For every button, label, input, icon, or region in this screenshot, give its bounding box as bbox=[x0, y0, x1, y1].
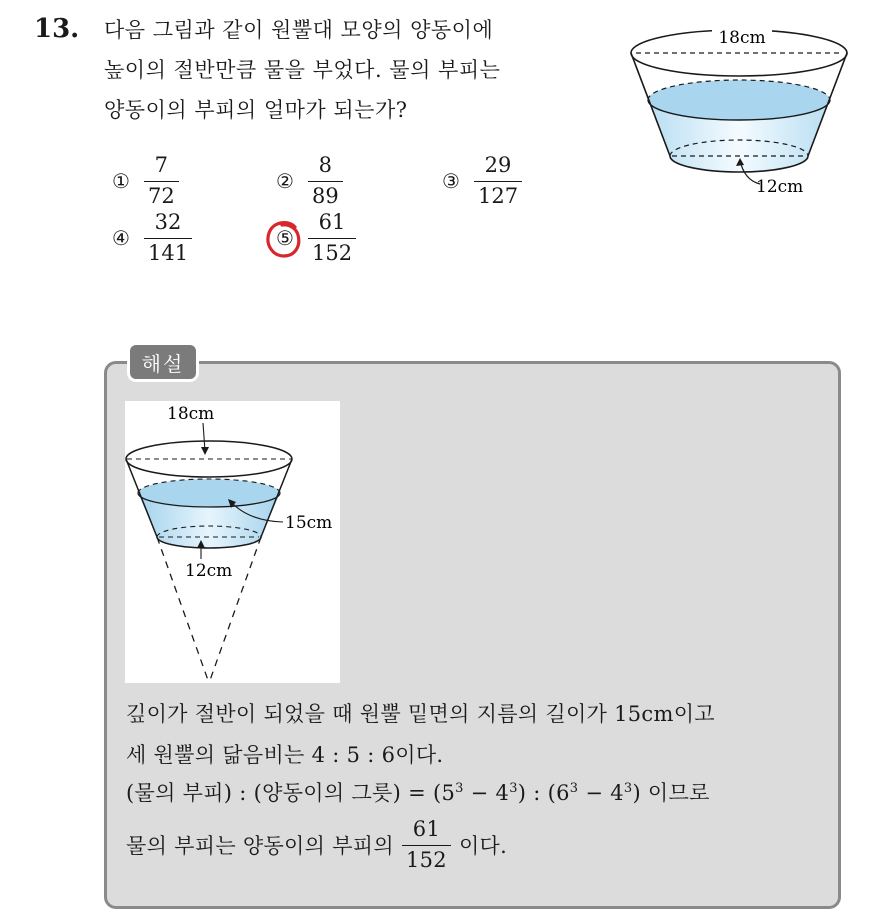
top-diameter-label: 18cm bbox=[718, 28, 766, 48]
question-text-line-1: 다음 그림과 같이 원뿔대 모양의 양동이에 bbox=[104, 18, 494, 42]
option-3-denominator: 127 bbox=[478, 184, 519, 209]
option-2-mark: ② bbox=[276, 169, 294, 194]
option-1-mark: ① bbox=[112, 169, 130, 194]
explanation-line-4-text: 물의 부피는 양동이의 부피의 bbox=[126, 834, 394, 859]
explanation-line-4 bbox=[126, 817, 507, 873]
explanation-middle-label: 15cm bbox=[285, 513, 333, 533]
explanation-figure-panel bbox=[125, 401, 340, 683]
option-4-numerator: 32 bbox=[154, 210, 182, 234]
option-3[interactable] bbox=[436, 153, 522, 209]
explanation-line-2: 세 원뿔의 닮음비는 4 : 5 : 6이다. bbox=[126, 743, 444, 767]
bottom-diameter-label: 12cm bbox=[756, 177, 804, 197]
answer-circle-mark bbox=[265, 219, 303, 259]
bucket-figure bbox=[624, 8, 864, 204]
question-number: 13. bbox=[34, 14, 80, 44]
option-1-fraction bbox=[144, 153, 179, 209]
explanation-cone-figure bbox=[125, 401, 340, 683]
option-5-mark: ⑤ bbox=[276, 226, 294, 251]
option-1[interactable] bbox=[106, 153, 179, 209]
option-5-fraction bbox=[308, 210, 356, 266]
explanation-fraction-denominator: 152 bbox=[405, 848, 447, 873]
explanation-top-label: 18cm bbox=[167, 404, 215, 424]
option-2-fraction bbox=[308, 153, 343, 209]
explanation-line-4-end: 이다. bbox=[458, 834, 508, 859]
option-3-numerator: 29 bbox=[484, 153, 512, 177]
question-text-line-2: 높이의 절반만큼 물을 부었다. 물의 부피는 bbox=[104, 58, 501, 82]
option-5-denominator: 152 bbox=[312, 241, 353, 266]
option-3-fraction bbox=[474, 153, 522, 209]
explanation-line-3: (물의 부피) : (양동이의 그릇) = $(5^3 - 4^3)$ : $(6^3 - 4^3)$ 이므로 bbox=[126, 781, 710, 805]
option-3-mark: ③ bbox=[442, 169, 460, 194]
option-4-mark: ④ bbox=[112, 226, 130, 251]
explanation-fraction bbox=[402, 817, 451, 873]
explanation-tag: 해설 bbox=[127, 342, 199, 382]
option-1-denominator: 72 bbox=[148, 184, 175, 209]
option-4-denominator: 141 bbox=[148, 241, 189, 266]
explanation-fraction-numerator: 61 bbox=[412, 817, 441, 841]
explanation-line-1: 깊이가 절반이 되었을 때 원뿔 밑면의 지름의 길이가 15cm이고 bbox=[126, 702, 715, 726]
option-4-fraction bbox=[144, 210, 192, 266]
option-4[interactable] bbox=[106, 210, 192, 266]
option-2-denominator: 89 bbox=[312, 184, 339, 209]
question-text-line-3: 양동이의 부피의 얼마가 되는가? bbox=[104, 98, 408, 122]
option-5-numerator: 61 bbox=[318, 210, 346, 234]
explanation-bottom-label: 12cm bbox=[185, 561, 233, 581]
option-2-numerator: 8 bbox=[318, 153, 333, 177]
option-2[interactable] bbox=[270, 153, 343, 209]
option-1-numerator: 7 bbox=[154, 153, 169, 177]
